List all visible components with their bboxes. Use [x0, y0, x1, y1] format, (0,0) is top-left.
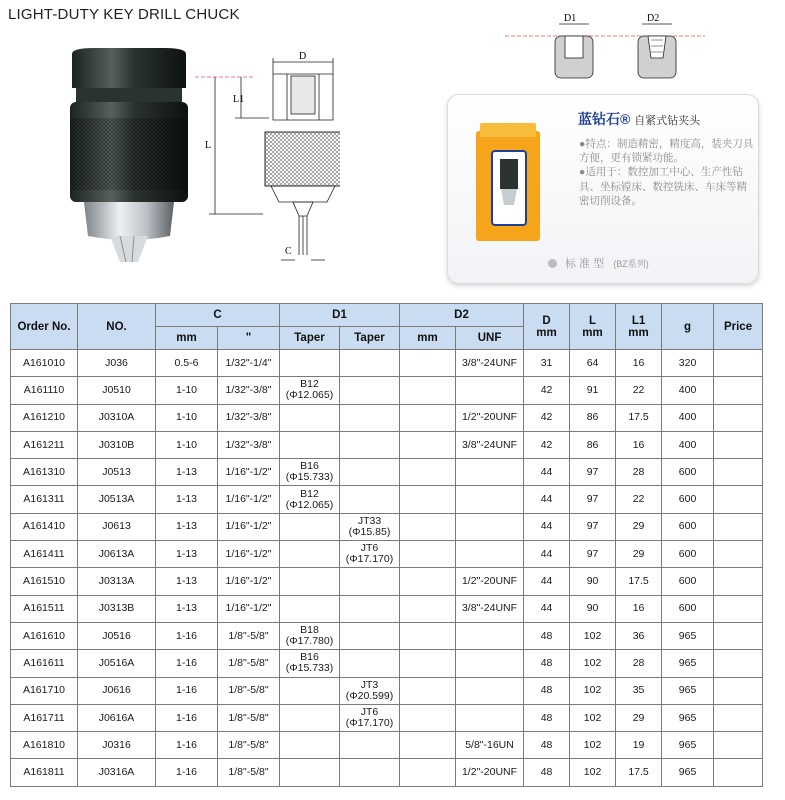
cell-weight-g: 600	[662, 595, 714, 622]
cell-d1-taper-jt	[340, 431, 400, 458]
cell-l1-mm: 28	[616, 650, 662, 677]
header-l1	[616, 304, 662, 350]
cell-c-inch: 1/8"-5/8"	[218, 677, 280, 704]
cell-order-no: A161211	[11, 431, 78, 458]
cell-d2-unf: 5/8"-16UN	[456, 732, 524, 759]
cell-d2-unf	[456, 377, 524, 404]
cell-price	[714, 377, 763, 404]
cell-order-no: A161311	[11, 486, 78, 513]
cell-weight-g: 600	[662, 459, 714, 486]
cell-d1-taper-b: B18 (Φ17.780)	[280, 622, 340, 649]
cell-order-no: A161510	[11, 568, 78, 595]
cell-weight-g: 600	[662, 541, 714, 568]
cell-d2-mm	[400, 459, 456, 486]
table-row	[11, 350, 763, 377]
promo-type-label: 标 准 型	[565, 258, 605, 270]
cell-order-no: A161210	[11, 404, 78, 431]
cell-order-no: A161110	[11, 377, 78, 404]
header-c: C	[156, 304, 280, 327]
promo-description	[579, 137, 755, 208]
cell-c-inch: 1/32"-3/8"	[218, 431, 280, 458]
drill-chuck-photo	[64, 48, 194, 268]
cell-d1-taper-b	[280, 350, 340, 377]
cell-c-mm: 1-10	[156, 377, 218, 404]
cell-l-mm: 102	[570, 732, 616, 759]
cell-part-no: J0310A	[78, 404, 156, 431]
cell-c-mm: 0.5-6	[156, 350, 218, 377]
cell-d2-mm	[400, 377, 456, 404]
cell-l-mm: 102	[570, 759, 616, 786]
cell-c-inch: 1/16"-1/2"	[218, 568, 280, 595]
cell-price	[714, 404, 763, 431]
cell-d1-taper-b	[280, 704, 340, 731]
cell-l1-mm: 16	[616, 350, 662, 377]
cell-order-no: A161710	[11, 677, 78, 704]
header-l-label: L	[589, 314, 597, 327]
cell-d2-mm	[400, 759, 456, 786]
cell-l1-mm: 17.5	[616, 404, 662, 431]
cell-d2-unf: 1/2"-20UNF	[456, 759, 524, 786]
cell-d1-taper-jt	[340, 759, 400, 786]
header-d2-mm: mm	[400, 327, 456, 350]
dim-label-l1: L1	[233, 94, 245, 105]
cell-d1-taper-jt	[340, 350, 400, 377]
cell-c-mm: 1-13	[156, 568, 218, 595]
cell-d2-mm	[400, 513, 456, 540]
cell-c-inch: 1/16"-1/2"	[218, 541, 280, 568]
header-c-inch: "	[218, 327, 280, 350]
cell-order-no: A161810	[11, 732, 78, 759]
bullet-icon	[548, 259, 557, 268]
table-row	[11, 541, 763, 568]
header-order-no: Order No.	[11, 304, 78, 350]
cell-c-mm: 1-16	[156, 732, 218, 759]
cell-l-mm: 102	[570, 704, 616, 731]
cell-part-no: J0616A	[78, 704, 156, 731]
cell-c-mm: 1-10	[156, 404, 218, 431]
cell-d2-unf	[456, 650, 524, 677]
cell-part-no: J0513	[78, 459, 156, 486]
cell-l1-mm: 36	[616, 622, 662, 649]
cell-d-mm: 44	[524, 595, 570, 622]
cell-d-mm: 42	[524, 431, 570, 458]
header-d1-taper: Taper	[280, 327, 340, 350]
cell-l1-mm: 16	[616, 431, 662, 458]
cell-d1-taper-jt	[340, 622, 400, 649]
cell-order-no: A161811	[11, 759, 78, 786]
table-row	[11, 377, 763, 404]
cell-l1-mm: 29	[616, 704, 662, 731]
table-row	[11, 459, 763, 486]
cell-d1-taper-jt: JT6 (Φ17.170)	[340, 541, 400, 568]
table-row	[11, 650, 763, 677]
table-row	[11, 677, 763, 704]
cell-part-no: J0516	[78, 622, 156, 649]
section-label-d1: D1	[564, 13, 577, 24]
cell-d2-unf	[456, 704, 524, 731]
cell-price	[714, 431, 763, 458]
cell-price	[714, 759, 763, 786]
cell-d1-taper-jt	[340, 377, 400, 404]
header-no: NO.	[78, 304, 156, 350]
promo-series: (BZ系列)	[613, 259, 649, 269]
cell-d-mm: 48	[524, 622, 570, 649]
cell-l-mm: 97	[570, 459, 616, 486]
technical-drawing	[195, 50, 340, 265]
cell-price	[714, 704, 763, 731]
cell-d2-mm	[400, 732, 456, 759]
cell-order-no: A161410	[11, 513, 78, 540]
cell-d1-taper-b	[280, 431, 340, 458]
spec-table	[10, 303, 763, 787]
cell-d-mm: 48	[524, 732, 570, 759]
cell-l1-mm: 35	[616, 677, 662, 704]
cell-d1-taper-b	[280, 541, 340, 568]
table-row	[11, 513, 763, 540]
cell-order-no: A161611	[11, 650, 78, 677]
cell-d2-mm	[400, 622, 456, 649]
cell-d-mm: 42	[524, 404, 570, 431]
cell-d1-taper-jt	[340, 732, 400, 759]
header-g: g	[662, 304, 714, 350]
cell-weight-g: 965	[662, 677, 714, 704]
header-d	[524, 304, 570, 350]
cell-c-mm: 1-16	[156, 704, 218, 731]
cell-d1-taper-jt	[340, 650, 400, 677]
cell-d1-taper-b	[280, 513, 340, 540]
table-row	[11, 732, 763, 759]
cell-l1-mm: 19	[616, 732, 662, 759]
cell-order-no: A161610	[11, 622, 78, 649]
cell-c-inch: 1/16"-1/2"	[218, 513, 280, 540]
cell-order-no: A161310	[11, 459, 78, 486]
cell-l1-mm: 29	[616, 513, 662, 540]
cell-l-mm: 102	[570, 650, 616, 677]
cell-weight-g: 965	[662, 622, 714, 649]
cell-weight-g: 600	[662, 486, 714, 513]
cell-d1-taper-jt: JT6 (Φ17.170)	[340, 704, 400, 731]
cell-d-mm: 44	[524, 486, 570, 513]
cell-c-mm: 1-13	[156, 541, 218, 568]
page-title: LIGHT-DUTY KEY DRILL CHUCK	[8, 6, 240, 23]
cell-l1-mm: 16	[616, 595, 662, 622]
cell-l1-mm: 22	[616, 377, 662, 404]
cell-l-mm: 64	[570, 350, 616, 377]
cell-part-no: J0516A	[78, 650, 156, 677]
cell-d-mm: 44	[524, 459, 570, 486]
cell-part-no: J0316	[78, 732, 156, 759]
cell-d2-unf: 1/2"-20UNF	[456, 568, 524, 595]
cell-l1-mm: 22	[616, 486, 662, 513]
cell-c-mm: 1-13	[156, 459, 218, 486]
table-row	[11, 568, 763, 595]
cell-d1-taper-jt	[340, 595, 400, 622]
promo-reg: ®	[620, 111, 631, 127]
cell-d2-mm	[400, 595, 456, 622]
dim-label-d: D	[299, 51, 307, 62]
cell-l-mm: 102	[570, 677, 616, 704]
cell-d1-taper-jt	[340, 459, 400, 486]
cell-part-no: J0310B	[78, 431, 156, 458]
cell-weight-g: 965	[662, 704, 714, 731]
cell-d1-taper-jt: JT33 (Φ15.85)	[340, 513, 400, 540]
cell-weight-g: 400	[662, 377, 714, 404]
cell-d2-mm	[400, 568, 456, 595]
cell-d1-taper-b	[280, 595, 340, 622]
cell-part-no: J0613	[78, 513, 156, 540]
cell-d2-unf	[456, 622, 524, 649]
cell-d-mm: 44	[524, 568, 570, 595]
promo-brand: 蓝钻石	[578, 111, 620, 127]
cell-order-no: A161511	[11, 595, 78, 622]
cell-d1-taper-jt	[340, 486, 400, 513]
cell-d1-taper-b	[280, 759, 340, 786]
promo-type	[548, 255, 649, 271]
cell-d2-unf: 3/8"-24UNF	[456, 350, 524, 377]
cell-c-mm: 1-16	[156, 622, 218, 649]
cell-d-mm: 44	[524, 513, 570, 540]
cell-d2-unf	[456, 459, 524, 486]
cell-price	[714, 677, 763, 704]
cell-d2-mm	[400, 350, 456, 377]
header-d1-taper-jt: Taper	[340, 327, 400, 350]
cell-part-no: J036	[78, 350, 156, 377]
table-row	[11, 622, 763, 649]
cell-d1-taper-b	[280, 568, 340, 595]
cell-l1-mm: 17.5	[616, 759, 662, 786]
header-l1-label: L1	[631, 314, 646, 327]
cell-c-inch: 1/32"-3/8"	[218, 377, 280, 404]
cell-d1-taper-b	[280, 732, 340, 759]
cell-l-mm: 90	[570, 568, 616, 595]
cell-weight-g: 965	[662, 759, 714, 786]
cell-d1-taper-jt	[340, 404, 400, 431]
cell-d1-taper-jt: JT3 (Φ20.599)	[340, 677, 400, 704]
cell-d2-mm	[400, 677, 456, 704]
cell-l-mm: 86	[570, 404, 616, 431]
cell-weight-g: 320	[662, 350, 714, 377]
cell-d2-mm	[400, 541, 456, 568]
table-row	[11, 704, 763, 731]
cell-l1-mm: 28	[616, 459, 662, 486]
cell-price	[714, 595, 763, 622]
cell-c-inch: 1/16"-1/2"	[218, 459, 280, 486]
cell-l-mm: 97	[570, 486, 616, 513]
header-d2-unf: UNF	[456, 327, 524, 350]
cell-order-no: A161010	[11, 350, 78, 377]
cell-price	[714, 541, 763, 568]
cell-c-mm: 1-13	[156, 595, 218, 622]
cell-part-no: J0316A	[78, 759, 156, 786]
cell-d2-mm	[400, 431, 456, 458]
cell-price	[714, 650, 763, 677]
cell-part-no: J0513A	[78, 486, 156, 513]
product-promo-card	[447, 94, 759, 284]
header-d-unit: mm	[536, 326, 557, 339]
cell-c-inch: 1/8"-5/8"	[218, 650, 280, 677]
spec-table-body	[11, 350, 763, 787]
cell-d-mm: 48	[524, 704, 570, 731]
cell-c-inch: 1/8"-5/8"	[218, 704, 280, 731]
cell-c-mm: 1-13	[156, 513, 218, 540]
cell-c-inch: 1/8"-5/8"	[218, 732, 280, 759]
cell-price	[714, 732, 763, 759]
cell-d-mm: 42	[524, 377, 570, 404]
cell-d1-taper-b	[280, 404, 340, 431]
cell-l-mm: 97	[570, 513, 616, 540]
cell-l-mm: 97	[570, 541, 616, 568]
table-row	[11, 759, 763, 786]
cell-d2-mm	[400, 404, 456, 431]
cell-c-inch: 1/16"-1/2"	[218, 595, 280, 622]
table-row	[11, 486, 763, 513]
promo-product: 自紧式钻夹头	[634, 115, 701, 127]
cell-price	[714, 622, 763, 649]
header-d2: D2	[400, 304, 524, 327]
cell-d-mm: 48	[524, 759, 570, 786]
table-row	[11, 404, 763, 431]
dim-label-c: C	[285, 246, 292, 257]
cell-c-mm: 1-13	[156, 486, 218, 513]
header-l-unit: mm	[582, 326, 603, 339]
cell-part-no: J0313B	[78, 595, 156, 622]
cell-c-inch: 1/8"-5/8"	[218, 622, 280, 649]
promo-title	[578, 109, 700, 129]
cell-weight-g: 600	[662, 513, 714, 540]
cell-d-mm: 48	[524, 677, 570, 704]
cell-d1-taper-b	[280, 677, 340, 704]
header-price: Price	[714, 304, 763, 350]
cell-price	[714, 350, 763, 377]
cell-l-mm: 90	[570, 595, 616, 622]
cell-c-mm: 1-16	[156, 759, 218, 786]
promo-uses: ●适用于：数控加工中心、生产性钻具、坐标镗床、数控铣床、车床等精密切削设备。	[579, 166, 747, 207]
cell-price	[714, 568, 763, 595]
cell-d2-unf: 3/8"-24UNF	[456, 431, 524, 458]
header-l1-unit: mm	[628, 326, 649, 339]
cell-l1-mm: 29	[616, 541, 662, 568]
header-d1: D1	[280, 304, 400, 327]
cell-l-mm: 91	[570, 377, 616, 404]
header-c-mm: mm	[156, 327, 218, 350]
cell-d2-unf	[456, 486, 524, 513]
cell-weight-g: 965	[662, 650, 714, 677]
cell-part-no: J0616	[78, 677, 156, 704]
cell-d2-mm	[400, 486, 456, 513]
cell-weight-g: 400	[662, 404, 714, 431]
cell-d2-unf: 3/8"-24UNF	[456, 595, 524, 622]
table-row	[11, 595, 763, 622]
cell-weight-g: 600	[662, 568, 714, 595]
cell-d1-taper-b: B16 (Φ15.733)	[280, 459, 340, 486]
cell-part-no: J0313A	[78, 568, 156, 595]
cell-c-inch: 1/32"-3/8"	[218, 404, 280, 431]
cell-price	[714, 513, 763, 540]
dim-label-l: L	[205, 140, 212, 151]
cell-price	[714, 459, 763, 486]
cell-d1-taper-b: B12 (Φ12.065)	[280, 486, 340, 513]
cell-price	[714, 486, 763, 513]
cell-d-mm: 44	[524, 541, 570, 568]
table-row	[11, 431, 763, 458]
header-d-label: D	[542, 314, 551, 327]
section-label-d2: D2	[647, 13, 660, 24]
cell-d-mm: 31	[524, 350, 570, 377]
cell-d2-unf	[456, 541, 524, 568]
cell-c-mm: 1-16	[156, 677, 218, 704]
product-box-image	[474, 121, 544, 243]
cell-order-no: A161711	[11, 704, 78, 731]
cell-c-mm: 1-10	[156, 431, 218, 458]
cell-l-mm: 102	[570, 622, 616, 649]
cell-d1-taper-b: B12 (Φ12.065)	[280, 377, 340, 404]
cell-d2-mm	[400, 704, 456, 731]
cell-d1-taper-jt	[340, 568, 400, 595]
cell-c-mm: 1-16	[156, 650, 218, 677]
cell-part-no: J0510	[78, 377, 156, 404]
section-drawings	[505, 10, 705, 90]
cell-part-no: J0613A	[78, 541, 156, 568]
cell-l-mm: 86	[570, 431, 616, 458]
cell-d2-unf: 1/2"-20UNF	[456, 404, 524, 431]
cell-c-inch: 1/32"-1/4"	[218, 350, 280, 377]
cell-d2-mm	[400, 650, 456, 677]
cell-c-inch: 1/8"-5/8"	[218, 759, 280, 786]
cell-d2-unf	[456, 677, 524, 704]
cell-c-inch: 1/16"-1/2"	[218, 486, 280, 513]
cell-d-mm: 48	[524, 650, 570, 677]
header-l	[570, 304, 616, 350]
cell-l1-mm: 17.5	[616, 568, 662, 595]
cell-weight-g: 400	[662, 431, 714, 458]
promo-features: ●特点：制造精密，精度高，装夹刀具方便，更有锁紧功能。	[579, 138, 754, 165]
cell-d1-taper-b: B16 (Φ15.733)	[280, 650, 340, 677]
cell-weight-g: 965	[662, 732, 714, 759]
cell-order-no: A161411	[11, 541, 78, 568]
cell-d2-unf	[456, 513, 524, 540]
